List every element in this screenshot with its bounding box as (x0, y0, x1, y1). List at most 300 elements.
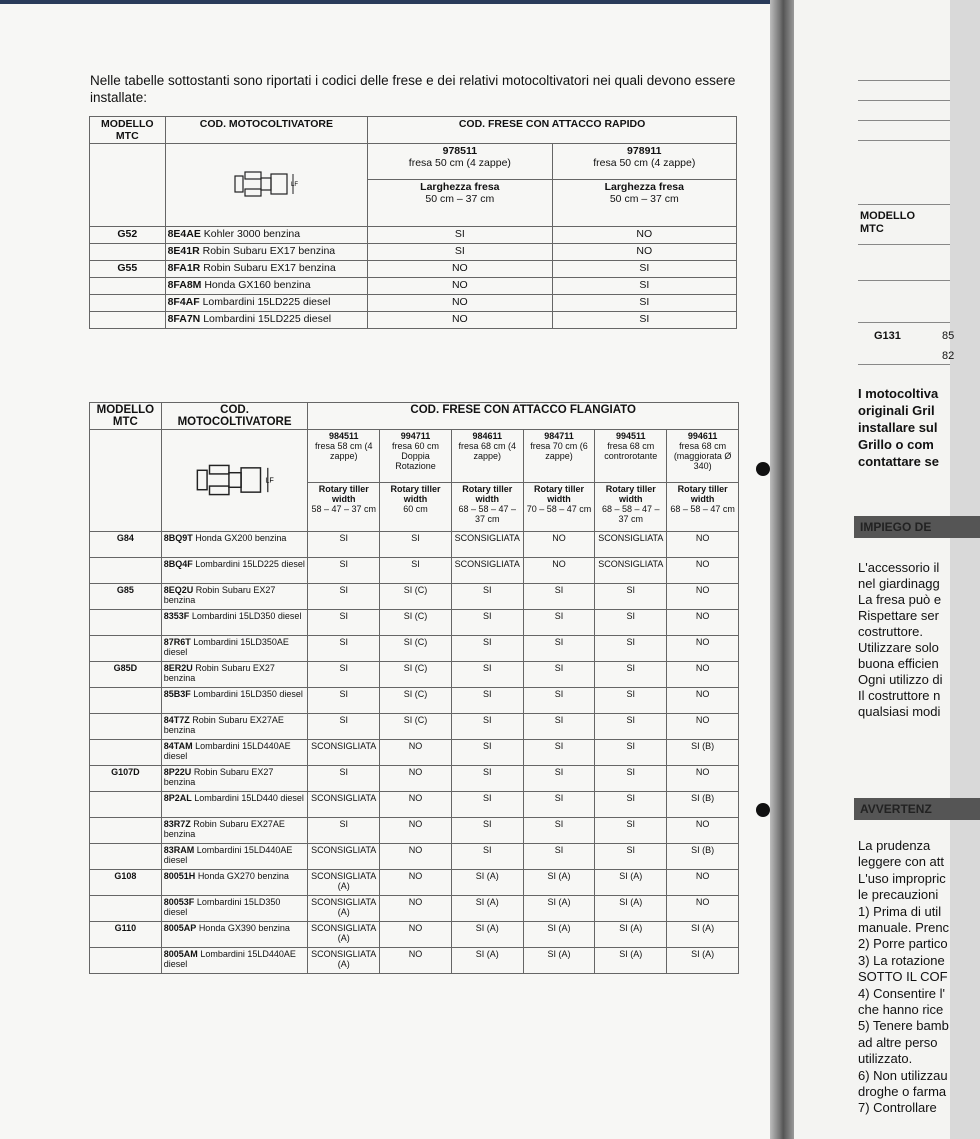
compat-value: SI (451, 636, 523, 662)
right-text-line: La fresa può e (858, 592, 942, 607)
tractor-code-cell (165, 278, 368, 295)
section-heading-avvertenze: AVVERTENZ (854, 798, 980, 820)
fresa-width: 58 – 47 – 37 cm (311, 504, 376, 514)
compat-value: SI (308, 558, 380, 584)
compat-value: SI (A) (523, 948, 595, 974)
right-text-line: 6) Non utilizzau (858, 1067, 948, 1083)
tractor-diagram (161, 430, 308, 532)
mtc-model (90, 948, 162, 974)
t1-header-frese: COD. FRESE CON ATTACCO RAPIDO (368, 117, 737, 144)
t2-header-modello: MODELLO MTC (90, 403, 162, 430)
right-text-line: L'accessorio il (858, 560, 940, 575)
tractor-desc: Lombardini 15LD350 diesel (193, 689, 303, 699)
tractor-desc: Robin Subaru EX27 benzina (163, 663, 275, 683)
tractor-desc: Robin Subaru EX27AE benzina (163, 715, 284, 735)
tractor-desc: Kohler 3000 benzina (203, 228, 301, 240)
mtc-model: G110 (90, 922, 162, 948)
compat-value: SI (595, 792, 667, 818)
section-heading-impiego: IMPIEGO DE (854, 516, 980, 538)
fresa-width-label: Rotary tiller width (318, 484, 369, 504)
tractor-code: 8BQ9T (163, 533, 193, 543)
tractor-desc: Robin Subaru EX17 benzina (202, 245, 336, 257)
fresa-width-header (667, 483, 739, 532)
tractor-code-cell (161, 662, 308, 688)
compat-value: SI (595, 818, 667, 844)
compat-value: SI (308, 532, 380, 558)
compat-value: SI (308, 766, 380, 792)
tractor-code: 8005AM (163, 949, 198, 959)
compat-value: SI (595, 766, 667, 792)
t1-header-modello: MODELLO MTC (90, 117, 166, 144)
page-binding-gutter (770, 0, 794, 1139)
tractor-desc: Robin Subaru EX27 benzina (163, 585, 276, 605)
compat-value: SI (B) (667, 844, 739, 870)
tractor-code-cell (161, 948, 308, 974)
compat-value: SI (523, 636, 595, 662)
tractor-code: 8P22U (163, 767, 192, 777)
table-row (90, 532, 739, 558)
tractor-code: 8F4AF (167, 296, 200, 308)
table-row (90, 792, 739, 818)
compat-value: SI (595, 636, 667, 662)
compat-value: SI (A) (523, 922, 595, 948)
compat-value: SI (552, 261, 736, 278)
right-text-line: originali Gril (858, 403, 935, 418)
right-text-line: I motocoltiva (858, 386, 939, 401)
compat-value: NO (523, 532, 595, 558)
fresa-code: 978511 (442, 145, 478, 157)
tractor-code: 8FA7N (167, 313, 201, 325)
compat-value: NO (380, 844, 452, 870)
compat-value: SCONSIGLIATA (A) (308, 922, 380, 948)
table-row (90, 818, 739, 844)
tractor-code-cell (161, 636, 308, 662)
flanged-tiller-table (89, 402, 739, 974)
right-text-line: droghe o farma (858, 1084, 947, 1099)
compat-value: SI (451, 662, 523, 688)
tractor-code-cell (161, 870, 308, 896)
table-row (90, 295, 737, 312)
right-text-line: utilizzato. (858, 1051, 913, 1067)
tractor-code-cell (161, 584, 308, 610)
compat-value: NO (667, 870, 739, 896)
tractor-desc: Honda GX270 benzina (197, 871, 289, 881)
table-row (90, 610, 739, 636)
fresa-width-header (595, 483, 667, 532)
table-row (90, 896, 739, 922)
right-text-line: 2) Porre partico (858, 936, 948, 952)
fresa-desc: fresa 68 cm (maggiorata Ø 340) (673, 441, 732, 471)
fresa-width-label: Larghezza fresa (604, 181, 684, 194)
mtc-model (90, 610, 162, 636)
tractor-code: 84TAM (163, 741, 193, 751)
fresa-width-header (451, 483, 523, 532)
compat-value: SCONSIGLIATA (308, 844, 380, 870)
fresa-col-header (380, 430, 452, 483)
compat-value: SI (451, 584, 523, 610)
right-text-line: nel giardinagg (858, 576, 940, 591)
tractor-top-view-icon (233, 170, 299, 198)
compat-value: SI (523, 662, 595, 688)
compat-value: NO (380, 922, 452, 948)
tractor-top-view-icon (190, 463, 280, 497)
tractor-code: 87R6T (163, 637, 191, 647)
compat-value: SI (A) (595, 896, 667, 922)
right-text-line: Il costruttore n (858, 688, 941, 703)
mtc-model (90, 792, 162, 818)
compat-value: NO (380, 948, 452, 974)
fresa-col-header (523, 430, 595, 483)
tractor-desc: Honda GX390 benzina (198, 923, 290, 933)
compat-value: NO (380, 818, 452, 844)
compat-value: SI (451, 714, 523, 740)
fresa-col-header (451, 430, 523, 483)
tractor-desc: Honda GX200 benzina (195, 533, 287, 543)
svg-text:LF: LF (264, 474, 274, 484)
tractor-code-cell (161, 558, 308, 584)
compat-value: NO (667, 532, 739, 558)
compat-value: SI (523, 844, 595, 870)
compat-value: SI (C) (380, 610, 452, 636)
rapid-tiller-table (89, 116, 737, 329)
fresa-code: 984511 (328, 431, 359, 441)
tractor-code-cell (161, 922, 308, 948)
fresa-width-header (308, 483, 380, 532)
right-text-line: L'uso impropric (858, 870, 946, 886)
compat-value: SI (451, 740, 523, 766)
fresa-desc: fresa 70 cm (6 zappe) (530, 441, 588, 461)
fresa-width-header (380, 483, 452, 532)
compat-value: NO (380, 766, 452, 792)
fresa-width-label: Rotary tiller width (390, 484, 441, 504)
compat-value: SCONSIGLIATA (595, 558, 667, 584)
compat-value: NO (667, 558, 739, 584)
mtc-model (90, 714, 162, 740)
table-row (90, 662, 739, 688)
tractor-code: 8ER2U (163, 663, 193, 673)
right-text-line: 4) Consentire l' (858, 985, 946, 1001)
compat-value: NO (380, 792, 452, 818)
compat-value: NO (552, 227, 736, 244)
tractor-code: 83R7Z (163, 819, 191, 829)
fresa-code: 994611 (687, 431, 718, 441)
right-g131-code: 82 (942, 350, 955, 362)
tractor-code: 8FA1R (167, 262, 201, 274)
tractor-code-cell (161, 766, 308, 792)
mtc-model (90, 244, 166, 261)
tractor-code-cell (161, 532, 308, 558)
right-text-line: contattare se (858, 454, 939, 469)
tractor-desc: Lombardini 15LD350AE diesel (163, 637, 289, 657)
compat-value: NO (667, 714, 739, 740)
mtc-model: G52 (90, 227, 166, 244)
compat-value: SCONSIGLIATA (451, 532, 523, 558)
right-text-line: che hanno rice (858, 1002, 944, 1017)
fresa-desc: fresa 68 cm (4 zappe) (458, 441, 517, 461)
mtc-model: G84 (90, 532, 162, 558)
compat-value: SI (368, 227, 552, 244)
compat-value: SI (552, 278, 736, 295)
tractor-code-cell (165, 261, 368, 278)
tractor-desc: Lombardini 15LD225 diesel (195, 559, 305, 569)
table-row (90, 584, 739, 610)
fresa-code: 984611 (472, 431, 503, 441)
compat-value: SI (A) (595, 870, 667, 896)
tractor-code: 80051H (163, 871, 196, 881)
table-row (90, 740, 739, 766)
compat-value: SI (A) (595, 948, 667, 974)
table-row (90, 870, 739, 896)
right-text-line: buona efficien (858, 656, 939, 671)
tractor-desc: Lombardini 15LD440AE diesel (163, 845, 293, 865)
tractor-code-cell (161, 792, 308, 818)
tractor-desc: Robin Subaru EX27 benzina (163, 767, 274, 787)
compat-value: SI (451, 844, 523, 870)
compat-value: NO (552, 244, 736, 261)
tractor-code-cell (165, 227, 368, 244)
compat-value: NO (667, 896, 739, 922)
fresa-width: 68 – 58 – 47 – 37 cm (602, 504, 660, 524)
right-page (794, 0, 955, 1139)
tractor-diagram (165, 144, 368, 227)
right-text-line: manuale. Prenc (858, 920, 950, 935)
tractor-code: 8E4AE (167, 228, 201, 240)
compat-value: SI (A) (595, 922, 667, 948)
fresa-col-header (667, 430, 739, 483)
tractor-code-cell (161, 896, 308, 922)
tractor-code-cell (161, 688, 308, 714)
mtc-model: G85D (90, 662, 162, 688)
compat-value: SI (523, 792, 595, 818)
mtc-model (90, 818, 162, 844)
compat-value: SI (595, 740, 667, 766)
compat-value: SCONSIGLIATA (451, 558, 523, 584)
compat-value: SI (523, 818, 595, 844)
fresa-desc: fresa 60 cm Doppia Rotazione (391, 441, 439, 471)
compat-value: SI (552, 295, 736, 312)
table-row (90, 766, 739, 792)
compat-value: SI (C) (380, 688, 452, 714)
fresa-code: 978911 (627, 145, 662, 157)
table-row (90, 844, 739, 870)
t1-header-cod: COD. MOTOCOLTIVATORE (165, 117, 368, 144)
right-text-line: leggere con att (858, 854, 945, 870)
right-text-line: qualsiasi modi (858, 704, 941, 719)
mtc-model (90, 278, 166, 295)
compat-value: SI (308, 818, 380, 844)
compat-value: SI (595, 662, 667, 688)
right-text-line: Rispettare ser (858, 608, 939, 623)
tractor-code: 8E41R (167, 245, 200, 257)
table-row (90, 714, 739, 740)
tractor-code-cell (165, 312, 368, 329)
tractor-code-cell (161, 740, 308, 766)
tractor-code-cell (161, 844, 308, 870)
tractor-code-cell (165, 295, 368, 312)
compat-value: NO (368, 261, 552, 278)
compat-value: NO (368, 312, 552, 329)
fresa-width-label: Rotary tiller width (677, 484, 728, 504)
right-text-line: le precauzioni (858, 887, 939, 903)
tractor-code-cell (161, 818, 308, 844)
compat-value: SI (595, 714, 667, 740)
tractor-code-cell (165, 244, 368, 261)
compat-value: NO (667, 688, 739, 714)
tractor-code-cell (161, 610, 308, 636)
compat-value: SI (C) (380, 714, 452, 740)
compat-value: SI (A) (451, 896, 523, 922)
tractor-desc: Robin Subaru EX17 benzina (203, 262, 336, 274)
compat-value: SCONSIGLIATA (A) (308, 948, 380, 974)
compat-value: SI (595, 844, 667, 870)
compat-value: SI (451, 688, 523, 714)
right-text-line: ad altre perso (858, 1034, 938, 1050)
compat-value: SI (A) (451, 948, 523, 974)
fresa-col-header (595, 430, 667, 483)
tractor-desc: Robin Subaru EX27AE benzina (163, 819, 285, 839)
fresa-width-header (523, 483, 595, 532)
table-row (90, 688, 739, 714)
mtc-model: G85 (90, 584, 162, 610)
compat-value: SCONSIGLIATA (A) (308, 870, 380, 896)
compat-value: SI (595, 584, 667, 610)
compat-value: SCONSIGLIATA (595, 532, 667, 558)
t2-header-cod: COD. MOTOCOLTIVATORE (161, 403, 308, 430)
compat-value: NO (667, 818, 739, 844)
intro-paragraph: Nelle tabelle sottostanti sono riportati i codici delle frese e dei relativi motocoltivatori nei quali devono essere installate: (90, 73, 736, 105)
compat-value: NO (667, 636, 739, 662)
tractor-code-cell (161, 714, 308, 740)
compat-value: SCONSIGLIATA (308, 792, 380, 818)
right-header-modello: MODELLO MTC (860, 210, 915, 235)
compat-value: SI (380, 558, 452, 584)
compat-value: SI (552, 312, 736, 329)
mtc-model (90, 312, 166, 329)
mtc-model (90, 844, 162, 870)
compat-value: SI (368, 244, 552, 261)
compat-value: NO (523, 558, 595, 584)
compat-value: NO (667, 766, 739, 792)
right-g131-code: 85 (942, 330, 955, 342)
fresa-col-header (308, 430, 380, 483)
right-text-line: Grillo o com (858, 437, 934, 452)
table-row (90, 312, 737, 329)
compat-value: SI (A) (667, 948, 739, 974)
tractor-desc: Lombardini 15LD440AE diesel (163, 741, 291, 761)
tractor-desc: Lombardini 15LD440AE diesel (163, 949, 296, 969)
compat-value: SI (308, 662, 380, 688)
table-row (90, 278, 737, 295)
compat-value: SI (308, 636, 380, 662)
compat-value: SI (B) (667, 740, 739, 766)
tractor-code: 8005AP (163, 923, 197, 933)
compat-value: NO (368, 295, 552, 312)
tractor-code: 83RAM (163, 845, 195, 855)
tractor-code: 8BQ4F (163, 559, 193, 569)
compat-value: SI (523, 714, 595, 740)
tractor-desc: Lombardini 15LD350 diesel (163, 897, 281, 917)
tractor-desc: Lombardini 15LD225 diesel (203, 313, 332, 325)
right-text-line: 5) Tenere bamb (858, 1018, 949, 1034)
compat-value: SI (523, 740, 595, 766)
tractor-code: 84T7Z (163, 715, 190, 725)
fresa-width: 50 cm – 37 cm (609, 193, 679, 206)
right-text-line: SOTTO IL COF (858, 969, 948, 985)
compat-value: SI (A) (451, 870, 523, 896)
binder-hole (756, 803, 770, 817)
mtc-model (90, 896, 162, 922)
right-text-line: Ogni utilizzo di (858, 672, 943, 687)
tractor-code: 80053F (163, 897, 195, 907)
compat-value: SI (451, 818, 523, 844)
compat-value: SI (308, 610, 380, 636)
compat-value: SI (A) (523, 896, 595, 922)
mtc-model (90, 636, 162, 662)
top-edge (0, 0, 772, 4)
fresa-width: 50 cm – 37 cm (425, 193, 495, 206)
mtc-model (90, 295, 166, 312)
compat-value: SI (523, 584, 595, 610)
compat-value: SI (380, 532, 452, 558)
compat-value: SI (C) (380, 584, 452, 610)
tractor-desc: Lombardini 15LD440 diesel (194, 793, 304, 803)
fresa-desc: fresa 68 cm controrotante (604, 441, 658, 461)
compat-value: NO (380, 870, 452, 896)
fresa-width: 68 – 58 – 47 – 37 cm (458, 504, 517, 524)
compat-value: SI (308, 688, 380, 714)
mtc-model: G55 (90, 261, 166, 278)
tractor-code: 8FA8M (167, 279, 202, 291)
compat-value: SI (523, 688, 595, 714)
compat-value: NO (380, 896, 452, 922)
right-text-line: 3) La rotazione (858, 952, 945, 968)
right-text-line: Utilizzare solo (858, 640, 939, 655)
fresa-width: 68 – 58 – 47 cm (670, 504, 735, 514)
compat-value: SI (C) (380, 662, 452, 688)
compat-value: SI (308, 584, 380, 610)
tractor-code: 8353F (163, 611, 190, 621)
tractor-desc: Lombardini 15LD225 diesel (202, 296, 331, 308)
fresa-width-label: Rotary tiller width (462, 484, 513, 504)
mtc-model: G108 (90, 870, 162, 896)
mtc-model (90, 740, 162, 766)
compat-value: SI (523, 766, 595, 792)
compat-value: SI (523, 610, 595, 636)
tractor-desc: Lombardini 15LD350 diesel (191, 611, 302, 621)
fresa-code: 994511 (616, 431, 646, 441)
table-row (90, 948, 739, 974)
compat-value: SCONSIGLIATA (308, 740, 380, 766)
compat-value: SI (451, 610, 523, 636)
fresa-code: 994711 (400, 431, 431, 441)
right-text-line: 1) Prima di util (858, 903, 942, 919)
compat-value: NO (667, 584, 739, 610)
compat-value: SCONSIGLIATA (A) (308, 896, 380, 922)
fresa-desc: fresa 50 cm (4 zappe) (408, 157, 511, 169)
compat-value: SI (308, 714, 380, 740)
svg-text:LF: LF (291, 181, 299, 188)
compat-value: NO (667, 662, 739, 688)
t2-header-frese: COD. FRESE CON ATTACCO FLANGIATO (308, 403, 739, 430)
tractor-code: 8P2AL (163, 793, 192, 803)
table-row (90, 558, 739, 584)
compat-value: SI (A) (667, 922, 739, 948)
table-row (90, 244, 737, 261)
mtc-model (90, 558, 162, 584)
compat-value: SI (451, 766, 523, 792)
right-text-line: costruttore. (858, 624, 924, 639)
compat-value: NO (380, 740, 452, 766)
